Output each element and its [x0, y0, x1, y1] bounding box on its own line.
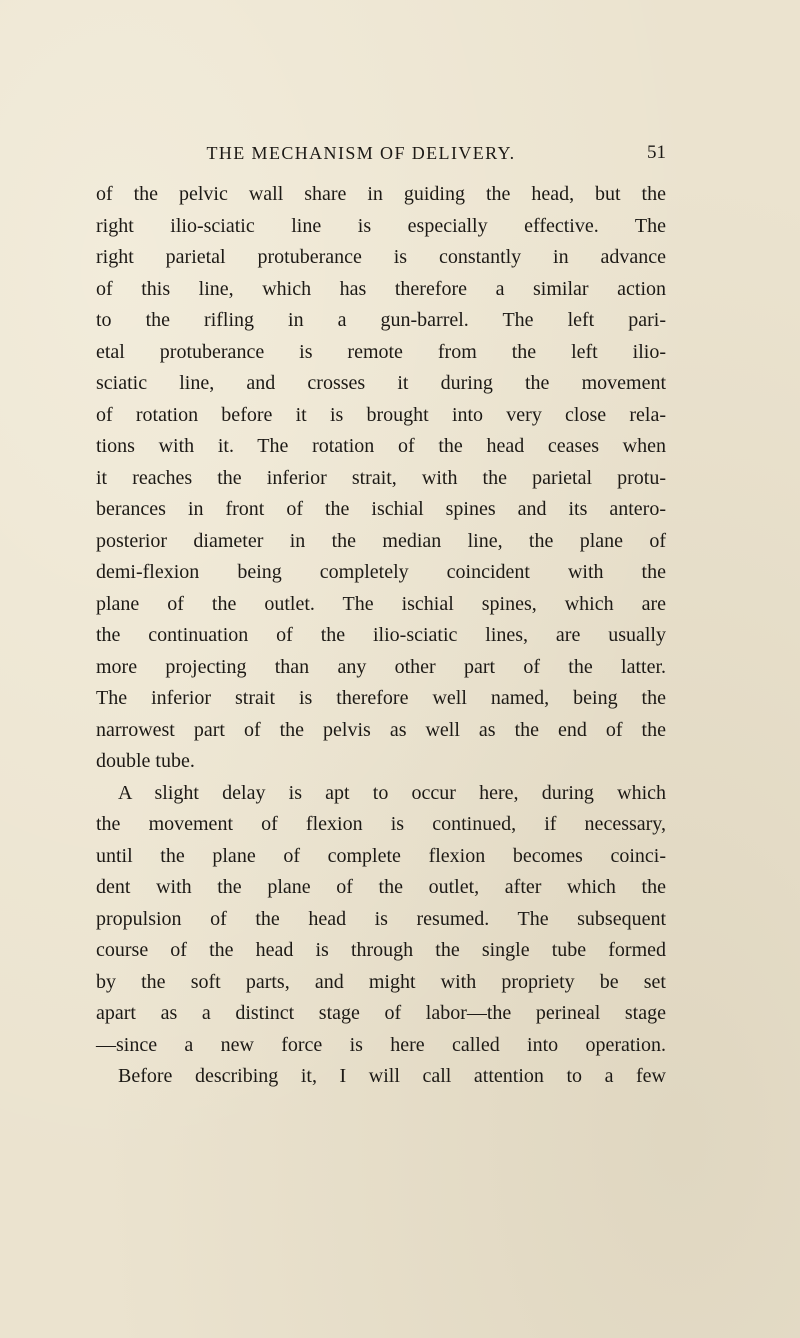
- text-line: etal protuberance is remote from the left ilio-: [96, 340, 666, 363]
- running-head: [96, 138, 666, 168]
- text-line: by the soft parts, and might with propriety be set: [96, 970, 666, 993]
- text-line: it reaches the inferior strait, with the parietal protu-: [96, 466, 666, 489]
- text-line: apart as a distinct stage of labor—the perineal stage: [96, 1002, 666, 1024]
- text-line: The inferior strait is therefore well named, being the: [96, 687, 666, 709]
- text-line: to the rifling in a gun-barrel. The left pari-: [96, 309, 666, 331]
- text-line: plane of the outlet. The ischial spines, which are: [96, 592, 666, 615]
- text-line: right ilio-sciatic line is especially effective. The: [96, 214, 666, 237]
- text-line: the movement of flexion is continued, if necessary,: [96, 813, 666, 835]
- text-line: demi-flexion being completely coincident with the: [96, 561, 666, 583]
- text-line: posterior diameter in the median line, the plane of: [96, 529, 666, 552]
- running-title: THE MECHANISM OF DELIVERY.: [206, 143, 516, 163]
- text-line: tions with it. The rotation of the head ceases when: [96, 435, 666, 457]
- text-line: double tube.: [96, 750, 195, 772]
- text-line: berances in front of the ischial spines and its antero-: [96, 498, 666, 520]
- text-line: dent with the plane of the outlet, after which the: [96, 876, 666, 898]
- text-line: propulsion of the head is resumed. The subsequent: [96, 907, 666, 930]
- text-line: more projecting than any other part of the latter.: [96, 655, 666, 678]
- text-line: of the pelvic wall share in guiding the head, but the: [96, 183, 666, 205]
- text-line: course of the head is through the single tube formed: [96, 939, 666, 961]
- text-line: right parietal protuberance is constantly in advance: [96, 246, 666, 268]
- text-line: the continuation of the ilio-sciatic lines, are usually: [96, 624, 666, 646]
- text-line: —since a new force is here called into operation.: [96, 1033, 666, 1056]
- page-number: 51: [647, 142, 666, 163]
- text-line: narrowest part of the pelvis as well as the end of the: [96, 718, 666, 741]
- body-text: [96, 179, 666, 1093]
- text-line: sciatic line, and crosses it during the movement: [96, 372, 666, 394]
- text-line: until the plane of complete flexion becomes coinci-: [96, 844, 666, 867]
- text-line: Before describing it, I will call attention to a few: [118, 1065, 666, 1087]
- text-line: of this line, which has therefore a similar action: [96, 277, 666, 300]
- text-line: A slight delay is apt to occur here, during which: [118, 781, 666, 804]
- text-line: of rotation before it is brought into very close rela-: [96, 403, 666, 426]
